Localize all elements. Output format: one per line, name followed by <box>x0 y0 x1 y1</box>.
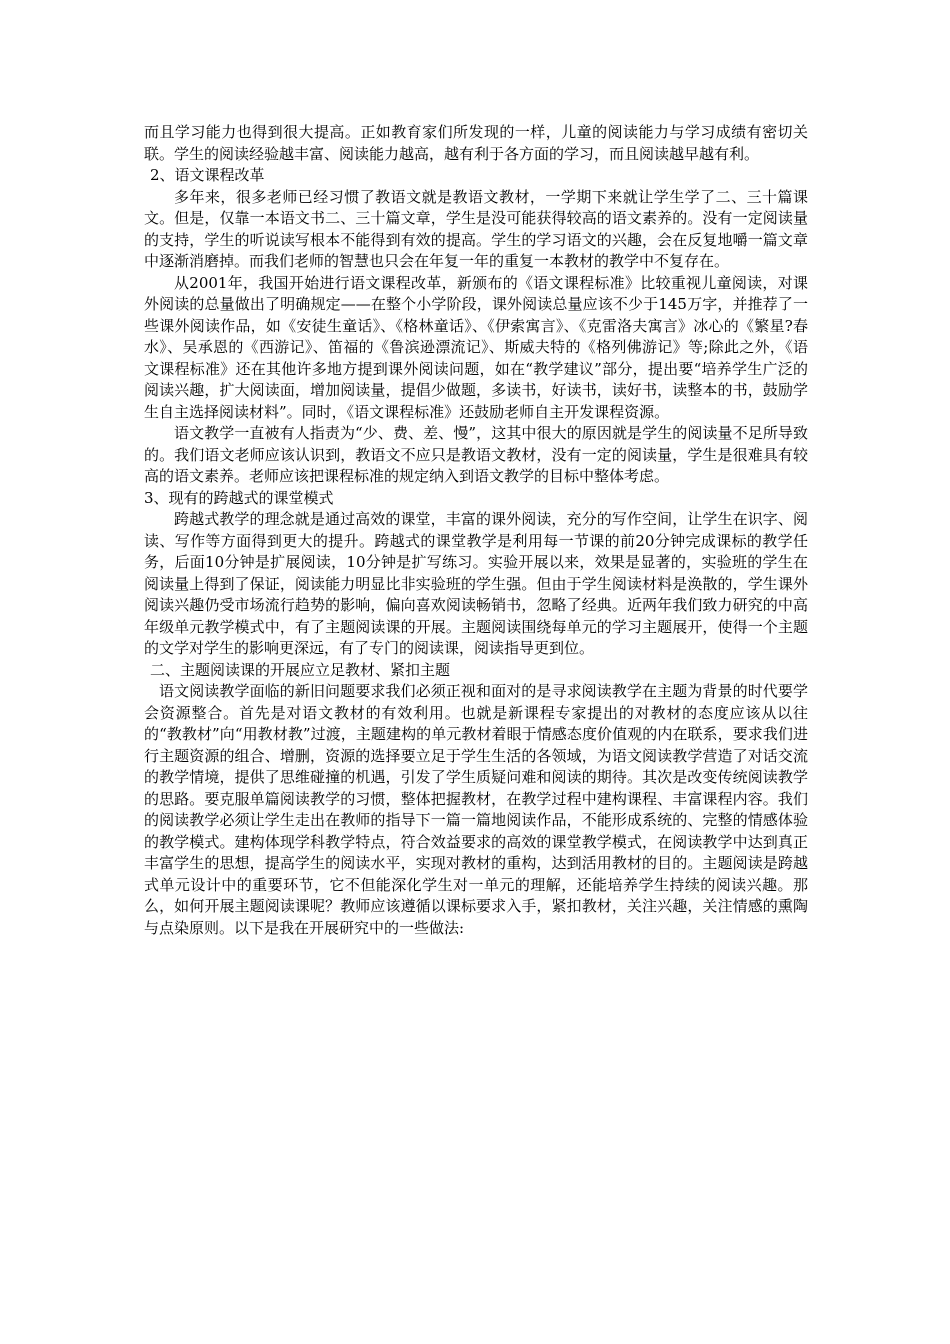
paragraph-textbook-habit: 多年来，很多老师已经习惯了教语文就是教语文教材，一学期下来就让学生学了二、三十篇课文。但是，仅靠一本语文书二、三十篇文章，学生是没可能获得较高的语文素养的。没有一定阅读量的支持，学生的听说读写根本不能得到有效的提高。学生的学习语文的兴趣，会在反复地嚼一篇文章中逐渐消磨掉。而我们老师的智慧也只会在年复一年的重复一本教材的教学中不复存在。 <box>144 187 808 270</box>
paragraph-leapfrog-teaching: 跨越式教学的理念就是通过高效的课堂，丰富的课外阅读，充分的写作空间，让学生在识字、阅读、写作等方面得到更大的提升。跨越式的课堂教学是利用每一节课的前20分钟完成课标的教学任务，后面10分钟是扩展阅读，10分钟是扩写练习。实验开展以来，效果是显著的，实验班的学生在阅读量上得到了保证，阅读能力明显比非实验班的学生强。但由于学生阅读材料是涣散的，学生课外阅读兴趣仍受市场流行趋势的影响，偏向喜欢阅读畅销书，忽略了经典。近两年我们致力研究的中高年级单元教学模式中，有了主题阅读课的开展。主题阅读围绕每单元的学习主题展开，使得一个主题的文学对学生的影响更深远，有了专门的阅读课，阅读指导更到位。 <box>144 510 808 657</box>
heading-theme-reading: 二、主题阅读课的开展应立足教材、紧扣主题 <box>150 660 451 679</box>
paragraph-resource-integration: 语文阅读教学面临的新旧问题要求我们必须正视和面对的是寻求阅读教学在主题为背景的时代要学会资源整合。首先是对语文教材的有效利用。也就是新课程专家提出的对教材的态度应该从以往的“教教材”向“用教材教”过渡，主题建构的单元教材着眼于情感态度价值观的内在联系，要求我们进行主题资源的组合、增删，资源的选择要立足于学生生活的各领域，为语文阅读教学营造了对话交流的教学情境，提供了思维碰撞的机遇，引发了学生质疑问难和阅读的期待。其次是改变传统阅读教学的思路。要克服单篇阅读教学的习惯，整体把握教材，在教学过程中建构课程、丰富课程内容。我们的阅读教学必须让学生走出在教师的指导下一篇一篇地阅读作品，不能形成系统的、完整的情感体验的教学模式。建构体现学科教学特点，符合效益要求的高效的课堂教学模式，在阅读教学中达到真正丰富学生的思想，提高学生的阅读水平，实现对教材的重构，达到活用教材的目的。主题阅读是跨越式单元设计中的重要环节，它不但能深化学生对一单元的理解，还能培养学生持续的阅读兴趣。那么，如何开展主题阅读课呢？教师应该遵循以课标要求入手，紧扣教材，关注兴趣，关注情感的熏陶与点染原则。以下是我在开展研究中的一些做法: <box>144 682 808 937</box>
document-page <box>144 122 808 939</box>
paragraph-reading-ability: 而且学习能力也得到很大提高。正如教育家们所发现的一样，儿童的阅读能力与学习成绩有密切关联。学生的阅读经验越丰富、阅读能力越高，越有利于各方面的学习，而且阅读越早越有利。 <box>144 123 808 163</box>
heading-leapfrog-model: 3、现有的跨越式的课堂模式 <box>144 488 334 507</box>
paragraph-curriculum-standard: 从2001年，我国开始进行语文课程改革，新颁布的《语文课程标准》比较重视儿童阅读，对课外阅读的总量做出了明确规定——在整个小学阶段，课外阅读总量应该不少于145万字，并推荐了一些课外阅读作品，如《安徒生童话》、《格林童话》、《伊索寓言》、《克雷洛夫寓言》冰心的《繁星?春水》、吴承恩的《西游记》、笛福的《鲁滨逊漂流记》、斯威夫特的《格列佛游记》等;除此之外，《语文课程标准》还在其他许多地方提到课外阅读问题，如在“教学建议”部分，提出要“培养学生广泛的阅读兴趣，扩大阅读面，增加阅读量，提倡少做题，多读书，好读书，读好书，读整本的书，鼓励学生自主选择阅读材料”。同时，《语文课程标准》还鼓励老师自主开发课程资源。 <box>144 273 808 421</box>
heading-curriculum-reform: 2、语文课程改革 <box>150 166 265 184</box>
paragraph-reading-volume: 语文教学一直被有人指责为“少、费、差、慢”，这其中很大的原因就是学生的阅读量不足所导致的。我们语文老师应该认识到，教语文不应只是教语文教材，没有一定的阅读量，学生是很难具有较高的语文素养。老师应该把课程标准的规定纳入到语文教学的目标中整体考虑。 <box>144 424 808 485</box>
